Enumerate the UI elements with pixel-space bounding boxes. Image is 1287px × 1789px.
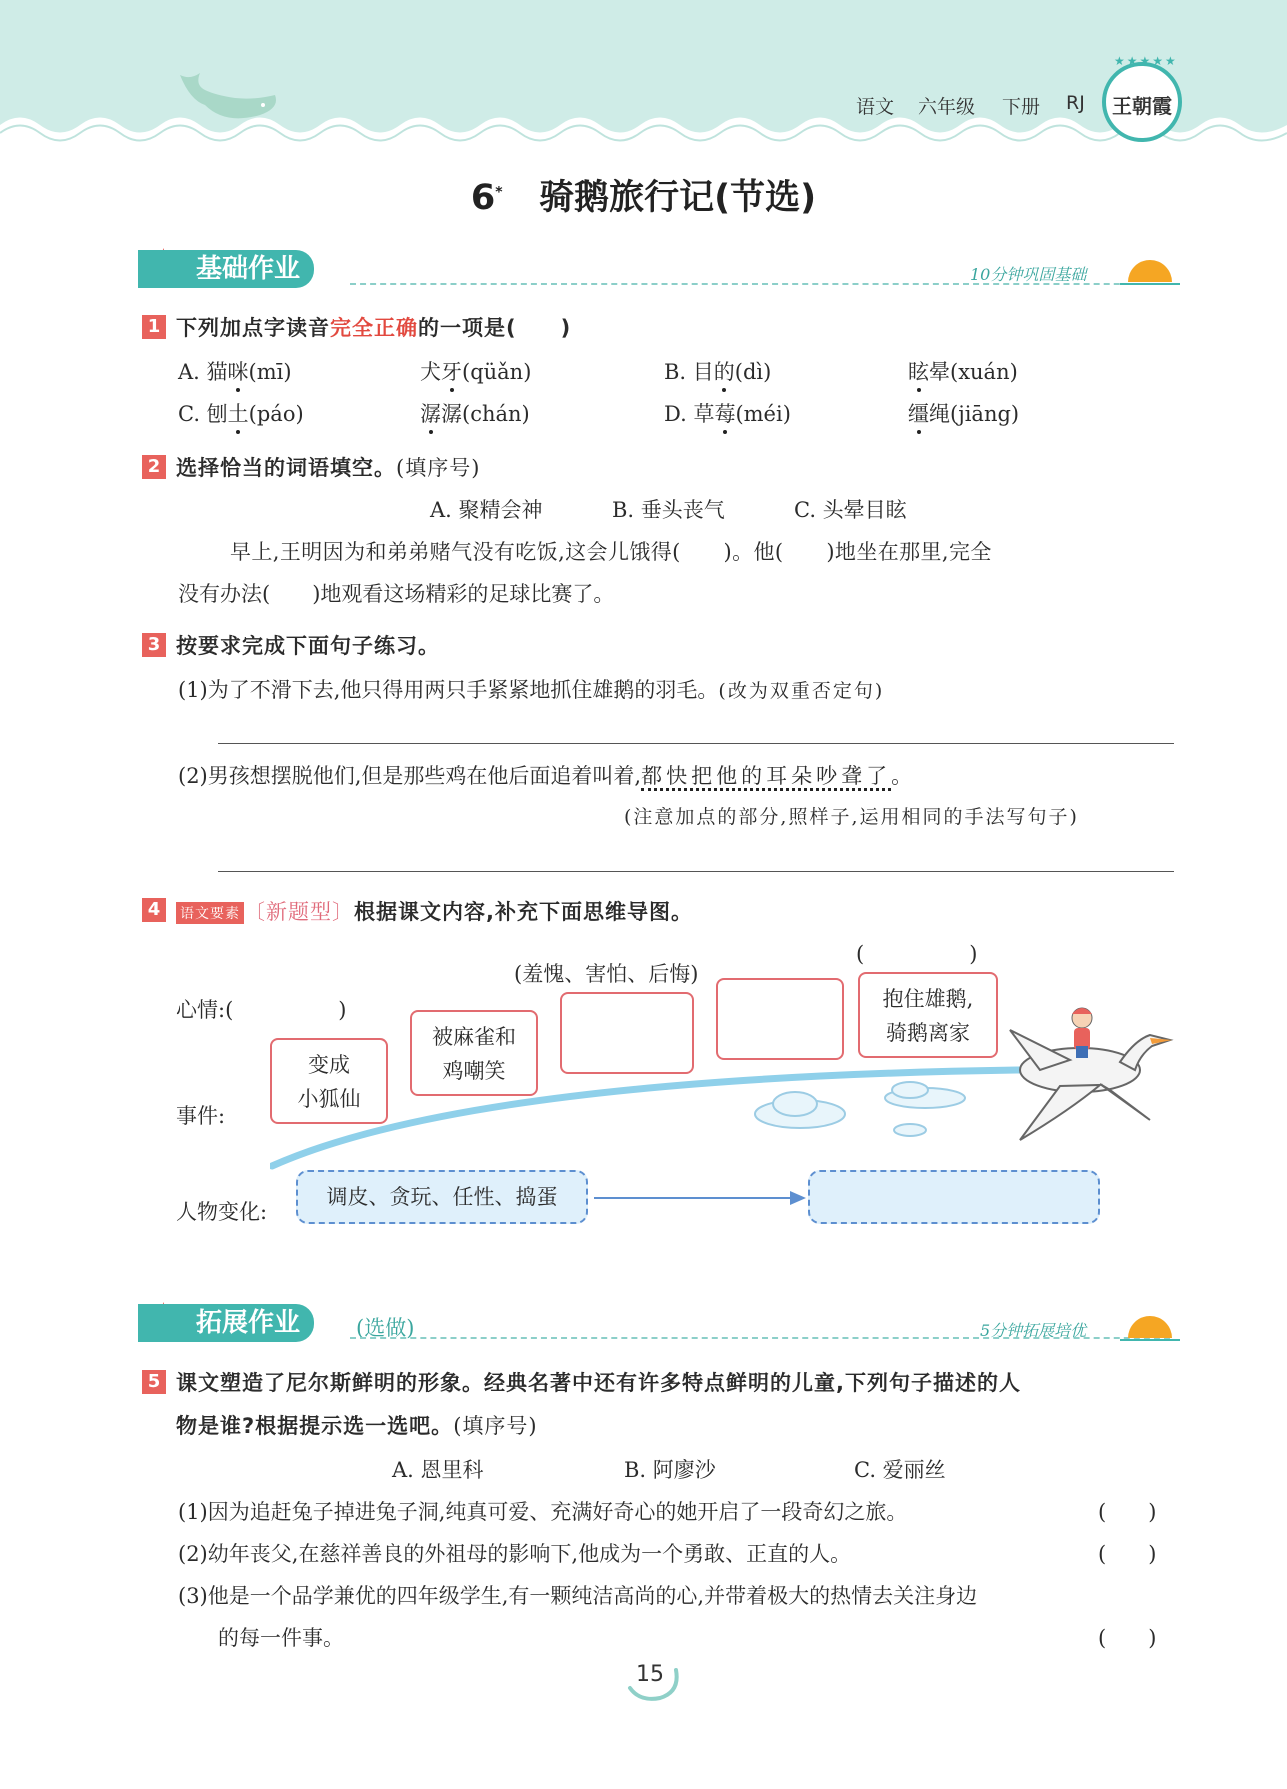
mood-given: (羞愧、害怕、后悔) <box>514 962 699 986</box>
section-basic-label <box>138 250 314 288</box>
change-end-box[interactable] <box>808 1170 1100 1224</box>
page-number: 15 <box>636 1662 664 1687</box>
section-ext-text: 拓展作业 <box>196 1308 301 1338</box>
header-edition: RJ <box>1066 92 1085 114</box>
q5-item-3: (3)他是一个品学兼优的四年级学生,有一颗纯洁高尚的心,并带着极大的热情去关注身边 <box>178 1584 978 1608</box>
answer-line-1[interactable] <box>218 743 1174 744</box>
q4-tag: 语文要素 <box>176 902 244 924</box>
mood-label: 心情:( ) <box>176 998 347 1022</box>
section-basic-text: 基础作业 <box>196 254 301 284</box>
event-box-2: 被麻雀和 鸡嘲笑 <box>410 1010 538 1096</box>
q1-option-c2: 潺潺(chán) <box>420 402 530 426</box>
section-ext-label <box>138 1304 314 1342</box>
q5-item-2: (2)幼年丧父,在慈祥善良的外祖母的影响下,他成为一个勇敢、正直的人。 <box>178 1542 852 1566</box>
q5-answer-2[interactable]: ( ) <box>1098 1542 1157 1566</box>
q5-item-3-cont: 的每一件事。 <box>218 1626 344 1650</box>
q1-option-b1: B. 目的(dì) <box>664 360 772 384</box>
q5-choice-c: C. 爱丽丝 <box>854 1458 946 1482</box>
q5-choice-b: B. 阿廖沙 <box>624 1458 716 1482</box>
q1-number: 1 <box>142 315 166 339</box>
q2-choice-b: B. 垂头丧气 <box>612 498 725 522</box>
q5-answer-3[interactable]: ( ) <box>1098 1626 1157 1650</box>
q1-prefix: 下列加点字读音 <box>176 316 330 340</box>
q5-choice-a: A. 恩里科 <box>392 1458 484 1482</box>
header-subject: 语文 <box>856 96 895 118</box>
q1-text <box>176 312 571 342</box>
goose-rider-illustration <box>1000 1000 1180 1150</box>
q1-option-a2: 犬牙(qüǎn) <box>420 360 532 384</box>
q4-new: 〔新题型〕 <box>244 900 354 924</box>
event-box-3[interactable] <box>560 992 694 1074</box>
q2-paragraph-2: 没有办法( )地观看这场精彩的足球比赛了。 <box>178 582 615 606</box>
sunrise-icon-2 <box>1120 1304 1180 1344</box>
q3-sentence-1: (1)为了不滑下去,他只得用两只手紧紧地抓住雄鹅的羽毛。(改为双重否定句) <box>178 678 885 702</box>
event-label: 事件: <box>176 1104 226 1128</box>
q1-option-d1: D. 草莓(méi) <box>664 402 791 426</box>
event-box-1: 变成 小狐仙 <box>270 1038 388 1124</box>
q1-option-c1: C. 刨土(páo) <box>178 402 304 426</box>
q1-option-a1: A. 猫咪(mī) <box>178 360 292 384</box>
change-arrow <box>592 1188 812 1208</box>
q5-line-2: 物是谁?根据提示选一选吧。(填序号) <box>176 1414 538 1438</box>
page-title <box>0 170 1287 220</box>
whale-icon <box>175 70 285 130</box>
q5-answer-1[interactable]: ( ) <box>1098 1500 1157 1524</box>
q2-choice-c: C. 头晕目眩 <box>794 498 907 522</box>
q4-text <box>176 896 693 926</box>
event-box-4[interactable] <box>716 978 844 1060</box>
q4-instruction: 根据课文内容,补充下面思维导图。 <box>354 900 693 924</box>
title-text: 骑鹅旅行记(节选) <box>539 178 817 218</box>
section-ext-optional: (选做) <box>356 1316 415 1340</box>
title-mark: * <box>495 184 503 201</box>
q3-sentence-2-note: (注意加点的部分,照样子,运用相同的手法写句子) <box>624 806 1079 828</box>
brand-logo <box>1102 54 1182 142</box>
q2-text: 选择恰当的词语填空。(填序号) <box>176 456 481 480</box>
q5-number: 5 <box>142 1370 166 1394</box>
title-number: 6 <box>470 178 496 218</box>
q1-option-b2: 眩晕(xuán) <box>908 360 1018 384</box>
section-basic-right: 10分钟巩固基础 <box>970 265 1087 284</box>
brand-logo-text: 王朝霞 <box>1112 94 1172 118</box>
section-ext-right: 5分钟拓展培优 <box>980 1321 1087 1340</box>
q2-choice-a: A. 聚精会神 <box>430 498 543 522</box>
clouds-illustration <box>750 1074 990 1144</box>
answer-line-2[interactable] <box>218 871 1174 872</box>
q3-text: 按要求完成下面句子练习。 <box>176 634 440 658</box>
q3-number: 3 <box>142 633 166 657</box>
q1-option-d2: 缰绳(jiāng) <box>908 402 1020 426</box>
change-start-box: 调皮、贪玩、任性、捣蛋 <box>296 1170 588 1224</box>
mood-blank: ( ) <box>856 942 978 966</box>
header-grade: 六年级 <box>918 96 976 118</box>
q2-paragraph-1: 早上,王明因为和弟弟赌气没有吃饭,这会儿饿得( )。他( )地坐在那里,完全 <box>230 540 992 564</box>
q1-suffix: 的一项是( ) <box>418 316 572 340</box>
event-box-5: 抱住雄鹅, 骑鹅离家 <box>858 972 998 1058</box>
change-label: 人物变化: <box>176 1200 268 1224</box>
q3-sentence-2: (2)男孩想摆脱他们,但是那些鸡在他后面追着叫着,都快把他的耳朵吵聋了。 <box>178 760 912 790</box>
q5-line-1: 课文塑造了尼尔斯鲜明的形象。经典名著中还有许多特点鲜明的儿童,下列句子描述的人 <box>176 1371 1021 1395</box>
header-volume: 下册 <box>1002 96 1041 118</box>
q4-number: 4 <box>142 898 166 922</box>
q2-number: 2 <box>142 455 166 479</box>
star-icons: ★★★★★ <box>1114 54 1178 68</box>
sunrise-icon <box>1120 248 1180 288</box>
q1-highlight: 完全正确 <box>330 316 418 340</box>
q5-item-1: (1)因为追赶兔子掉进兔子洞,纯真可爱、充满好奇心的她开启了一段奇幻之旅。 <box>178 1500 908 1524</box>
